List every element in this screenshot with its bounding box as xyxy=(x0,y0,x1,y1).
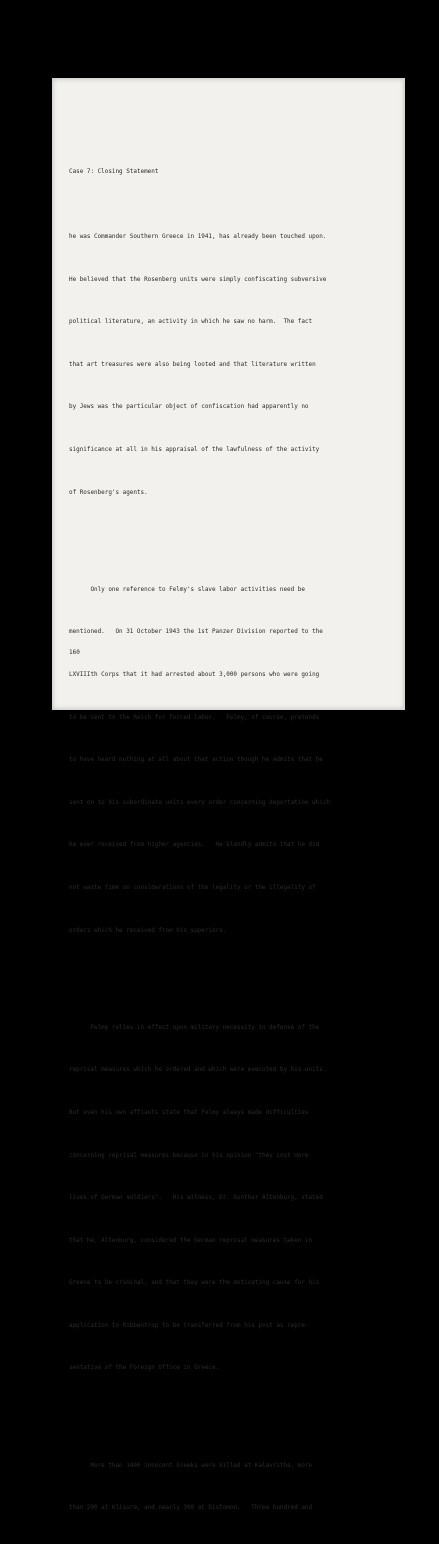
text-line: orders which he received from his superiors. xyxy=(69,926,227,934)
text-line: not waste time on considerations of the legality or the illegality of xyxy=(69,883,316,891)
text-line: More than 1400 innocent Greeks were killed at Kalavritha, more xyxy=(69,1461,313,1469)
page-edge xyxy=(403,78,405,710)
text-line: that he, Altenburg, considered the German reprisal measures taken in xyxy=(69,1236,313,1244)
document-header: Case 7: Closing Statement xyxy=(69,168,159,176)
text-line: But even his own affiants state that Felmy always made difficulties xyxy=(69,1108,309,1116)
text-line: he ever received from higher agencies. He blandly admits that he did xyxy=(69,841,320,849)
text-line: significance at all in his appraisal of the lawfulness of the activity xyxy=(69,445,320,453)
page-number: 160 xyxy=(69,649,80,656)
document-body xyxy=(69,137,399,1544)
text-line: lives of German soldiers". His witness, Dr. Gunther Altenburg, stated xyxy=(69,1194,323,1202)
text-line: of Rosenberg's agents. xyxy=(69,488,148,496)
text-line: political literature, an activity in which he saw no harm. The fact xyxy=(69,318,313,326)
text-line: concerning reprisal measures because in his opinion "they cost more xyxy=(69,1151,309,1159)
paragraph-gap xyxy=(69,1404,399,1416)
text-line: by Jews was the particular object of confiscation had apparently no xyxy=(69,403,309,411)
text-line: mentioned. On 31 October 1943 the 1st Panzer Division reported to the xyxy=(69,628,323,636)
paragraph-gap xyxy=(69,966,399,978)
text-line: he was Commander Southern Greece in 1941, has already been touched upon. xyxy=(69,233,327,241)
text-line: sentative of the Foreign Office in Greece. xyxy=(69,1364,220,1372)
text-line: Only one reference to Felmy's slave labor activities need be xyxy=(69,585,305,593)
text-line: that art treasures were also being looted and that literature written xyxy=(69,360,316,368)
text-line: Felmy relies in effect upon military necessity in defense of the xyxy=(69,1023,320,1031)
text-line: reprisal measures which he ordered and which were executed by his units. xyxy=(69,1066,327,1074)
text-line: application to Ribbentrop to be transferred from his post as repre- xyxy=(69,1321,309,1329)
document-page xyxy=(52,78,405,1512)
text-line: LXVIIIth Corps that it had arrested about 3,000 persons who were going xyxy=(69,670,320,678)
text-line: Greece to be criminal, and that they were the motivating cause for his xyxy=(69,1279,320,1287)
text-line: sent on to his subordinate units every order concerning deportation which xyxy=(69,798,330,806)
text-line: to have heard nothing at all about that action though he admits that he xyxy=(69,756,323,764)
text-line: than 200 at Klisura, and nearly 300 at Distomon. Three hundred and xyxy=(69,1504,313,1512)
paragraph-gap xyxy=(69,528,399,540)
text-line: to be sent to the Reich for forced labor. Felmy, of course, pretends xyxy=(69,713,320,721)
text-line: He believed that the Rosenberg units were simply confiscating subversive xyxy=(69,275,327,283)
